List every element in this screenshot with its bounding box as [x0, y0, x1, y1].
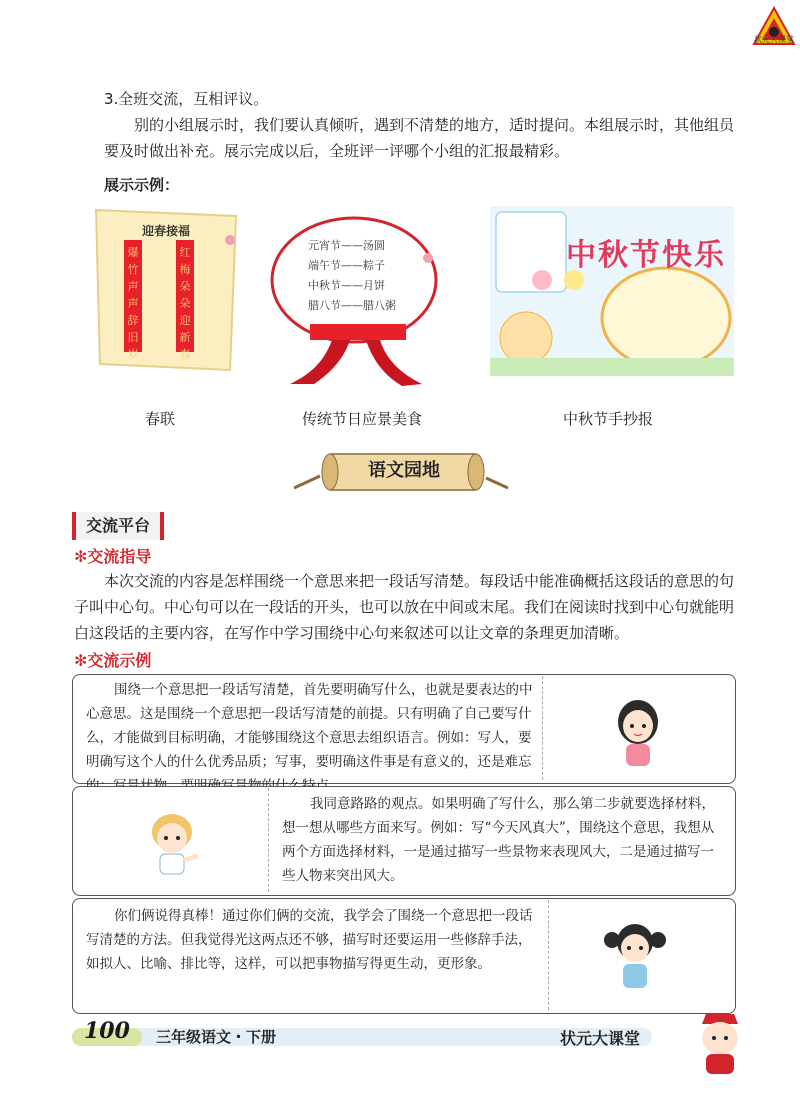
- footer-brand: 状元大课堂: [560, 1029, 641, 1048]
- example-heading-text: 交流示例: [87, 651, 152, 670]
- pigtail-girl-avatar-icon: [600, 918, 670, 994]
- lantern-item: 腊八节——腊八粥: [308, 299, 396, 312]
- lantern-item: 端午节——粽子: [308, 259, 385, 272]
- dialogue-text: 我同意路路的观点。如果明确了写什么，那么第二步就要选择材料，想一想从哪些方面来写。例如：写“今天风真大”，围绕这个意思，我想从两个方面选择材料，一是通过描写一些景物来表现风大，二是通过描写一些人物来突出风大。: [282, 796, 715, 884]
- girl-avatar-icon: [608, 696, 668, 770]
- asterisk-icon: ✻: [74, 651, 88, 670]
- example-heading: [74, 648, 151, 671]
- box-divider: [548, 900, 549, 1010]
- asterisk-icon: ✻: [74, 547, 88, 566]
- poster-caption: 中秋节手抄报: [562, 410, 653, 428]
- step-heading: 3.全班交流，互相评议。: [104, 90, 269, 108]
- platform-title: 交流平台: [72, 512, 164, 540]
- lantern-food-list: [308, 236, 438, 316]
- guide-paragraph: 本次交流的内容是怎样围绕一个意思来把一段话写清楚。每段话中能准确概括这段话的意思的句子叫中心句。中心句可以在一段话的开头，也可以放在中间或末尾。我们在阅读时找到中心句就能明白这段话的主要内容，在写作中学习围绕中心句来叙述可以让文章的条理更加清晰。: [74, 572, 735, 642]
- lantern-caption: 传统节日应景美食: [301, 410, 422, 428]
- couplet-caption: 春联: [144, 410, 175, 428]
- box-divider: [542, 676, 543, 780]
- couplet-right-scroll: 红梅朵朵迎新春: [176, 240, 194, 352]
- poster-title: 中秋节快乐: [566, 238, 726, 273]
- step-paragraph: 别的小组展示时，我们要认真倾听，遇到不清楚的地方，适时提问。本组展示时，其他组员要及时做出补充。展示完成以后，全班评一评哪个小组的汇报最精彩。: [104, 116, 735, 160]
- couplet-title: 迎春接福: [141, 224, 190, 238]
- garden-banner-title: 语文园地: [368, 460, 440, 481]
- boy-avatar-icon: [138, 808, 208, 882]
- page-number: 100: [84, 1018, 130, 1044]
- dialogue-text: 围绕一个意思把一段话写清楚，首先要明确写什么，也就是要表达的中心意思。这是围绕一个意思把一段话写清楚的前提。只有明确了自己要写什么，才能做到目标明确，才能够围绕这个意思去组织语言。例如：写人，要明确写这个人的什么优秀品质；写事，要明确这件事是有意义的，还是难忘: [86, 682, 533, 770]
- brand-logo-text: 状元大课堂: [754, 35, 794, 44]
- couplet-left-scroll: 爆竹声声辞旧岁: [124, 240, 142, 352]
- example-label: 展示示例：: [104, 176, 180, 194]
- box-divider: [268, 788, 269, 892]
- lantern-item: 元宵节——汤圆: [308, 239, 385, 252]
- footer-book-title: 三年级语文・下册: [156, 1028, 277, 1046]
- lantern-item: 中秋节——月饼: [308, 279, 385, 292]
- guide-heading: [74, 544, 151, 567]
- dialogue-text: 你们俩说得真棒！通过你们俩的交流，我学会了围绕一个意思把一段话写清楚的方法。但我觉得光这两点还不够，描写时还要运用一些修辞手法，如拟人、比喻、排比等，这样，可以把事物描写得更生动，更形象。: [86, 908, 533, 972]
- mascot-icon: [690, 1010, 750, 1076]
- guide-heading-text: 交流指导: [87, 547, 152, 566]
